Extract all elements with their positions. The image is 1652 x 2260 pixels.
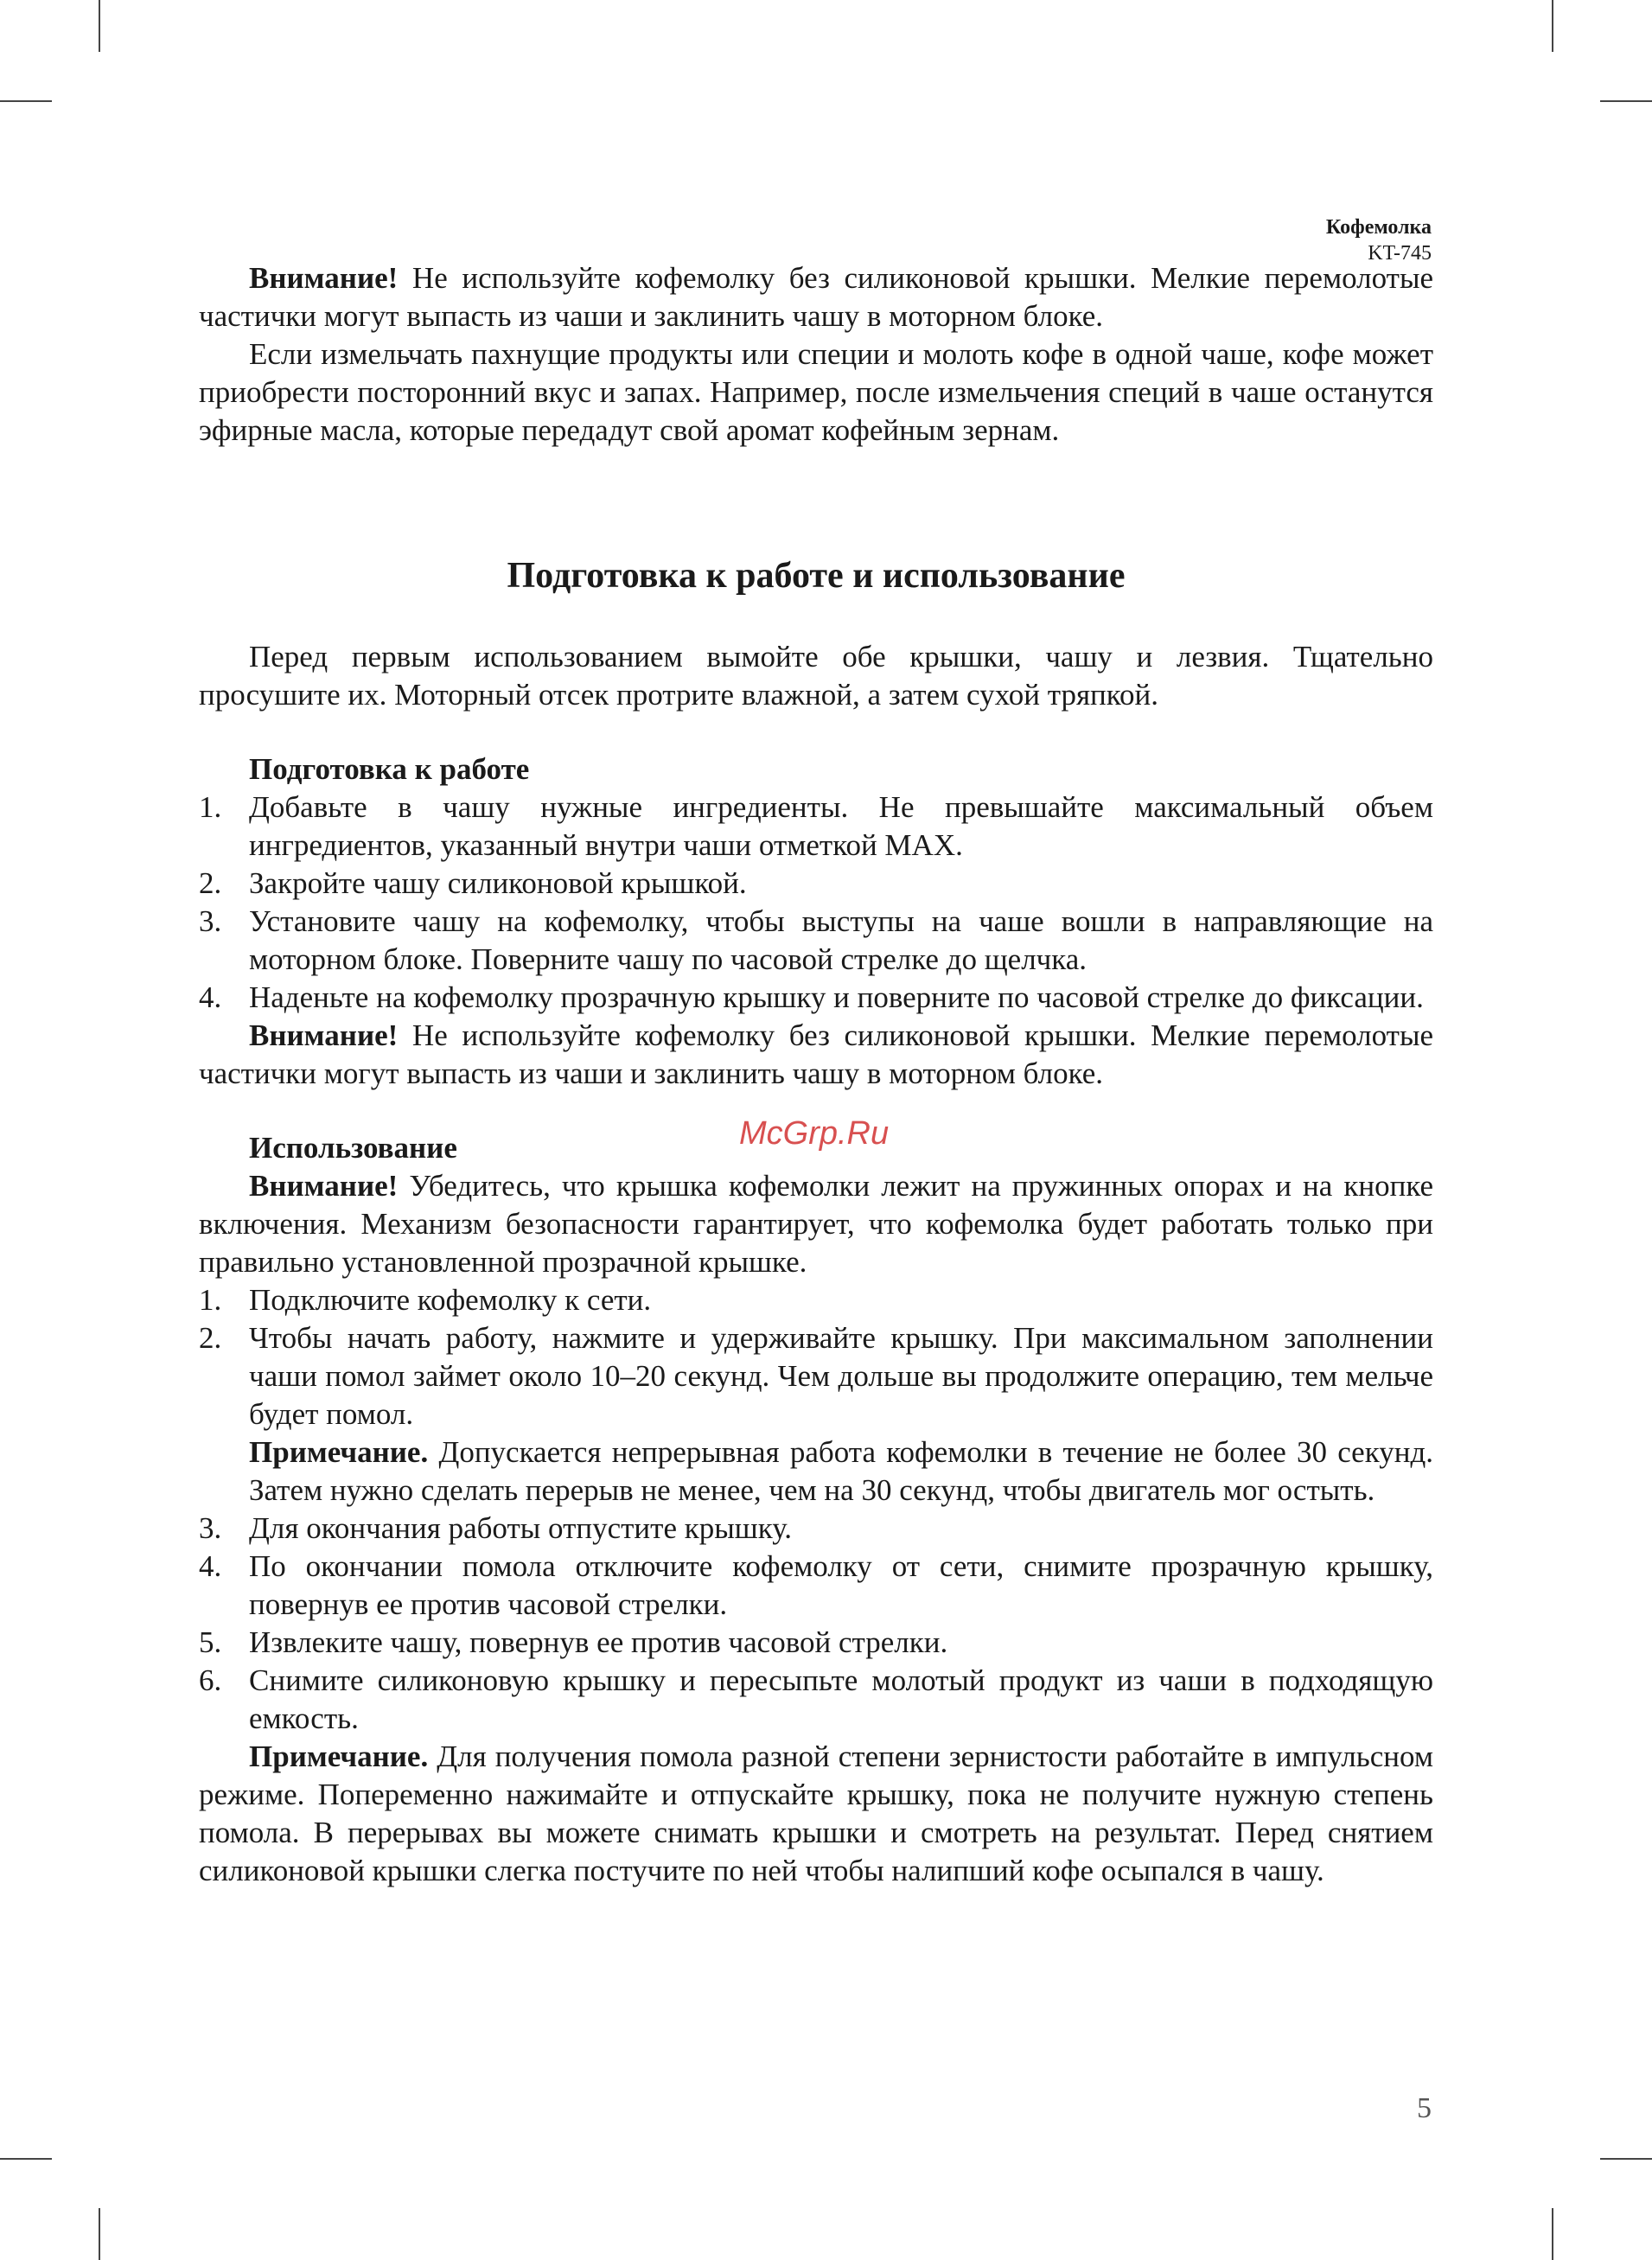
warning-label: Внимание! [249,1169,399,1203]
list-number: 5. [199,1625,222,1659]
crop-mark [0,2158,52,2160]
preparation-heading: Подготовка к работе [249,752,530,786]
usage-warning [199,1167,1433,1281]
list-text: Для окончания работы отпустите крышку. [249,1511,792,1545]
list-text: Чтобы начать работу, нажмите и удерживайте крышку. При максимальном заполнении чаши помол займет около 10–20 секунд. Чем дольше вы продолжите операцию, тем мельче будет помол. [249,1321,1433,1431]
crop-mark [1600,2158,1652,2160]
crop-mark [0,100,52,102]
warning-text: Убедитесь, что крышка кофемолки лежит на пружинных опорах и на кнопке включения. Механизм безопасности гарантирует, что кофемолка будет работать только при правильно установленной прозрачной крышке. [199,1169,1433,1279]
header-product: Кофемолка [1325,216,1432,239]
list-text: Извлеките чашу, повернув ее против часовой стрелки. [249,1625,948,1659]
document-body [199,259,1433,1890]
usage-list [199,1281,1433,1738]
note-label: Примечание. [249,1435,429,1469]
list-number: 6. [199,1663,222,1697]
list-text: Добавьте в чашу нужные ингредиенты. Не превышайте максимальный объем ингредиентов, указанный внутри чаши отметкой MAX. [249,790,1433,862]
list-item [199,1548,1433,1624]
intro-paragraph: Если измельчать пахнущие продукты или специи и молоть кофе в одной чаше, кофе может приобрести посторонний вкус и запах. Например, после измельчения специй в чаше останутся эфирные масла, которые передадут свой аромат кофейным зернам. [199,337,1433,447]
list-text: Снимите силиконовую крышку и пересыпьте молотый продукт из чаши в подходящую емкость. [249,1663,1433,1735]
list-text: По окончании помола отключите кофемолку от сети, снимите прозрачную крышку, повернув ее против часовой стрелки. [249,1549,1433,1621]
preparation-warning [199,1017,1433,1093]
list-number: 2. [199,866,222,900]
list-number: 3. [199,904,222,938]
warning-text: Не используйте кофемолку без силиконовой крышки. Мелкие перемолотые частички могут выпасть из чаши и заклинить чашу в моторном блоке. [199,1018,1433,1090]
list-text: Закройте чашу силиконовой крышкой. [249,866,747,900]
crop-mark [99,0,100,52]
list-item [199,1662,1433,1738]
list-text: Наденьте на кофемолку прозрачную крышку и поверните по часовой стрелке до фиксации. [249,980,1424,1014]
note-text: Допускается непрерывная работа кофемолки в течение не более 30 секунд. Затем нужно сделать перерыв не менее, чем на 30 секунд, чтобы двигатель мог остыть. [249,1435,1433,1507]
usage-heading: Использование [249,1131,457,1165]
list-item [199,1319,1433,1510]
list-item [199,1624,1433,1662]
list-item [199,1510,1433,1548]
item-note [249,1433,1433,1510]
section-intro: Перед первым использованием вымойте обе крышки, чашу и лезвия. Тщательно просушите их. Моторный отсек протрите влажной, а затем сухой тряпкой. [199,640,1433,712]
section-title: Подготовка к работе и использование [507,556,1126,596]
running-header [1326,214,1432,266]
warning-text: Не используйте кофемолку без силиконовой крышки. Мелкие перемолотые частички могут выпасть из чаши и заклинить чашу в моторном блоке. [199,261,1433,333]
final-note [199,1738,1433,1890]
list-text: Установите чашу на кофемолку, чтобы выступы на чаше вошли в направляющие на моторном блоке. Поверните чашу по часовой стрелке до щелчка. [249,904,1433,976]
list-item [199,979,1433,1017]
list-item [199,903,1433,979]
intro-warning [199,259,1433,335]
crop-mark [1552,2208,1553,2260]
list-number: 4. [199,980,222,1014]
list-text: Подключите кофемолку к сети. [249,1283,652,1317]
warning-label: Внимание! [249,261,399,295]
crop-mark [99,2208,100,2260]
list-item [199,788,1433,865]
warning-label: Внимание! [249,1018,399,1052]
crop-mark [1600,100,1652,102]
header-model: KT-745 [1368,242,1432,265]
list-item [199,865,1433,903]
crop-mark [1552,0,1553,52]
watermark: McGrp.Ru [739,1115,890,1152]
list-number: 3. [199,1511,222,1545]
page-number: 5 [1417,2092,1432,2124]
note-text: Для получения помола разной степени зернистости работайте в импульсном режиме. Попеременно нажимайте и отпускайте крышку, пока не получите нужную степень помола. В перерывах вы можете снимать крышки и смотреть на результат. Перед снятием силиконовой крышки слегка постучите по ней чтобы налипший кофе осыпался в чашу. [199,1740,1433,1887]
list-number: 4. [199,1549,222,1583]
list-number: 1. [199,790,222,824]
list-item [199,1281,1433,1319]
list-number: 2. [199,1321,222,1355]
list-number: 1. [199,1283,222,1317]
preparation-list [199,788,1433,1017]
note-label: Примечание. [249,1740,429,1773]
